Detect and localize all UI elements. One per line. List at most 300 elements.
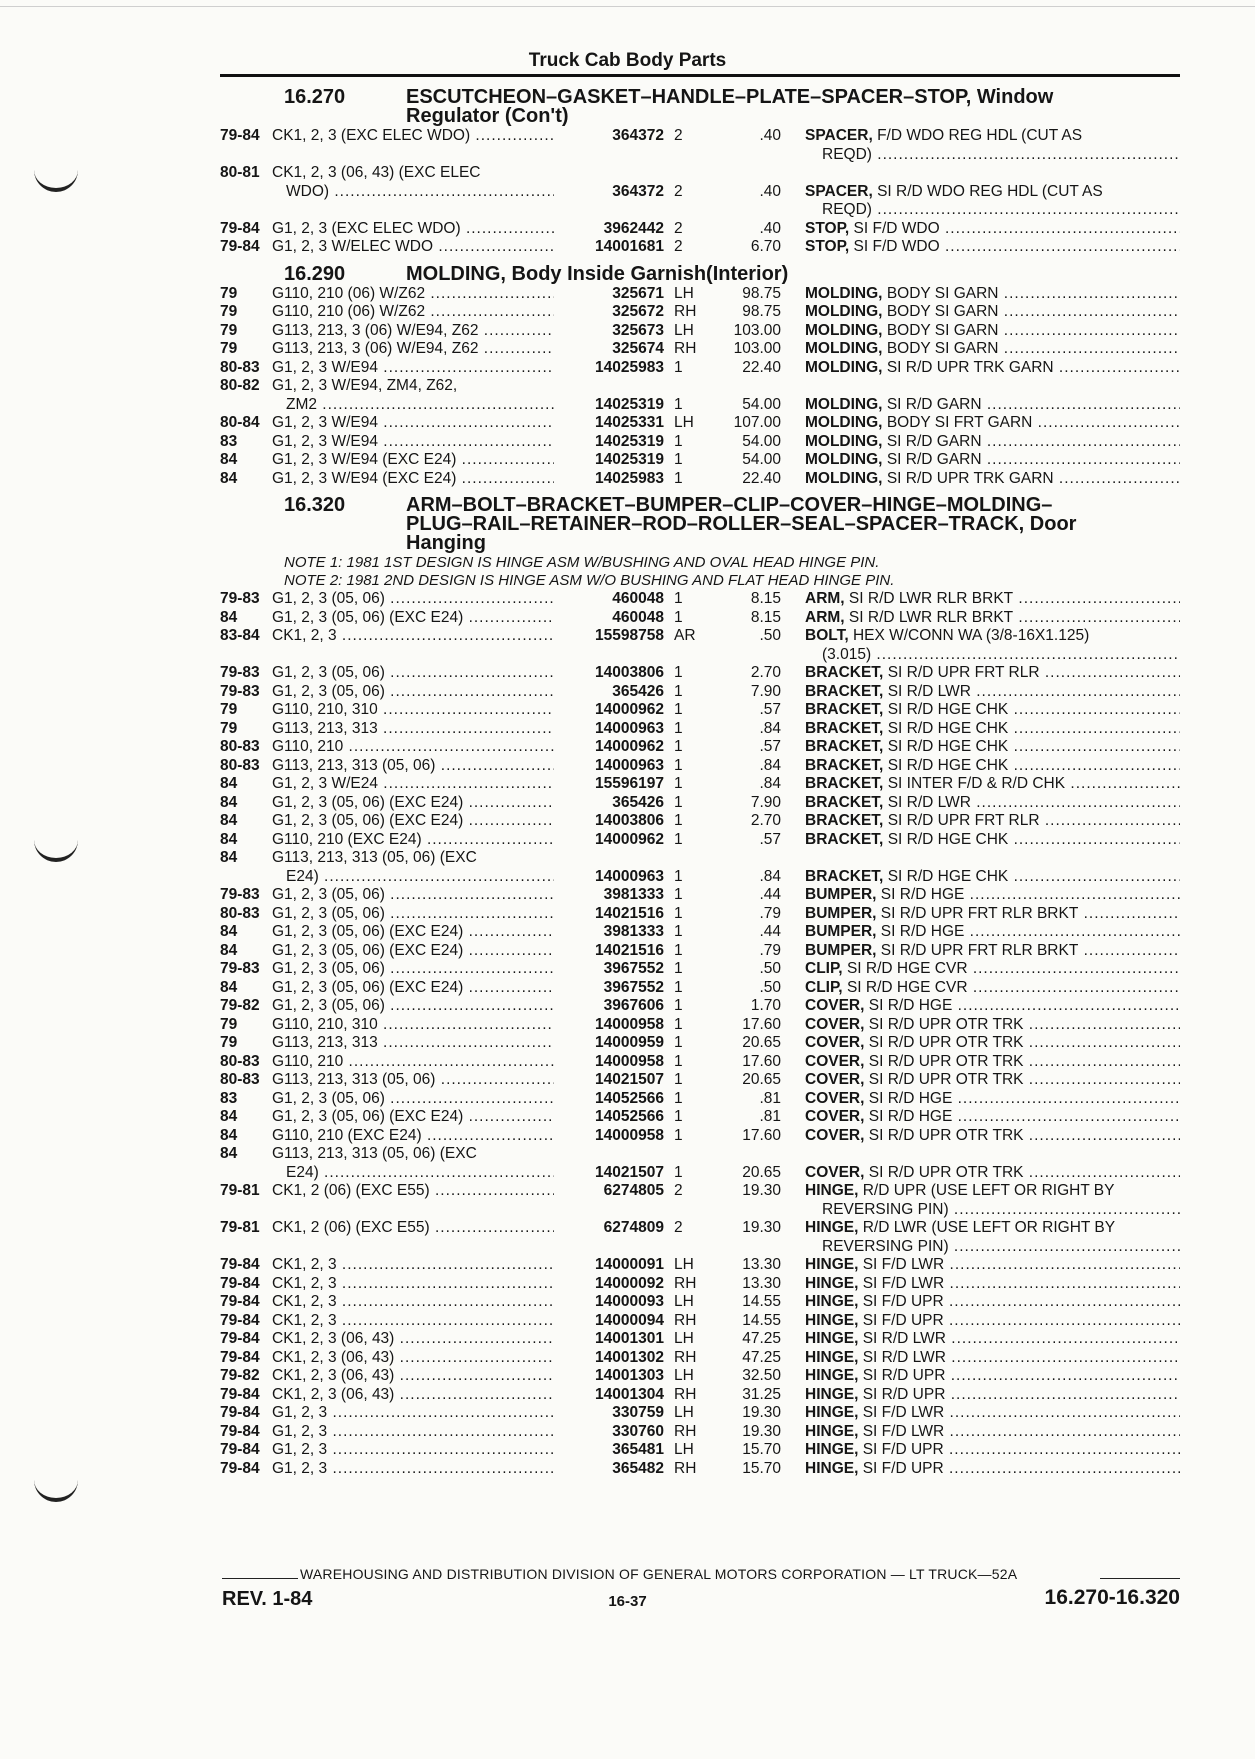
- price: .50: [759, 978, 781, 996]
- part-name: STOP,: [805, 219, 850, 237]
- description: [805, 905, 1180, 924]
- model-applicability: [272, 1090, 554, 1109]
- part-row: [220, 1256, 1180, 1275]
- quantity: 1: [674, 1034, 683, 1051]
- model-applicability: [272, 238, 554, 257]
- part-name: BOLT,: [805, 627, 849, 644]
- description: [805, 340, 1180, 359]
- model-text: CK1, 2, 3 (06, 43) .....: [272, 1330, 554, 1347]
- part-name: BUMPER,: [805, 886, 877, 903]
- model-year: 84: [220, 608, 238, 626]
- part-row: [220, 1386, 1180, 1405]
- price: .50: [759, 960, 781, 977]
- part-number-empty: [554, 164, 664, 183]
- model-year: 80-83: [220, 1052, 260, 1070]
- description: [805, 775, 1180, 794]
- part-description: SI F/D LWR .....: [863, 1275, 1180, 1292]
- price: 103.00: [733, 321, 781, 339]
- model-year: 79-84: [220, 1274, 260, 1292]
- part-row: [220, 590, 1180, 609]
- part-row: [220, 414, 1180, 433]
- part-name: BRACKET,: [805, 830, 884, 848]
- part-number-empty: [554, 1145, 664, 1164]
- model-text: G1, 2, 3 (05, 06) .....: [272, 590, 554, 607]
- description: [805, 1404, 1180, 1423]
- description: [805, 127, 1180, 146]
- section-heading: [220, 262, 1180, 285]
- part-row: [220, 340, 1180, 359]
- parts-listing: [220, 88, 1180, 1478]
- description-continued-text: REQD) .....: [822, 146, 1180, 163]
- quantity: 1: [674, 923, 683, 940]
- part-name: HINGE,: [805, 1274, 859, 1292]
- model-text: G1, 2, 3 .....: [272, 1460, 554, 1477]
- page-header: Truck Cab Body Parts: [528, 50, 727, 71]
- part-name: HINGE,: [805, 1293, 859, 1310]
- model-text: G1, 2, 3 W/E94, ZM4, Z62,: [272, 377, 458, 394]
- model-applicability: [272, 1053, 554, 1072]
- price: 103.00: [733, 340, 781, 357]
- part-description: R/D UPR (USE LEFT OR RIGHT BY: [862, 1182, 1115, 1199]
- model-applicability-continued: [272, 183, 554, 202]
- model-applicability: [272, 220, 554, 239]
- quantity: 2: [674, 1219, 683, 1236]
- part-row: [220, 1367, 1180, 1386]
- part-number: 14001303: [595, 1367, 664, 1384]
- model-applicability: [272, 127, 554, 146]
- part-name: BRACKET,: [805, 793, 884, 811]
- model-text: CK1, 2, 3 .....: [272, 1256, 554, 1273]
- part-row: [220, 1349, 1180, 1368]
- model-text: G113, 213, 313 .....: [272, 1034, 554, 1051]
- part-number: 14000963: [595, 756, 664, 774]
- part-row: [220, 1071, 1180, 1090]
- part-description: SI R/D UPR FRT RLR .....: [888, 664, 1180, 681]
- part-row: [220, 285, 1180, 304]
- part-number: 14000094: [595, 1311, 664, 1329]
- price: 19.30: [742, 1219, 781, 1236]
- model-text: CK1, 2, 3 (06, 43) .....: [272, 1367, 554, 1384]
- description: [805, 1423, 1180, 1442]
- model-text: G1, 2, 3 (05, 06) .....: [272, 997, 554, 1014]
- binder-hole-mark: [34, 168, 78, 192]
- model-text: G1, 2, 3 .....: [272, 1404, 554, 1421]
- model-year: 79: [220, 701, 238, 718]
- description: [805, 1164, 1180, 1183]
- model-year: 79: [220, 1034, 238, 1051]
- model-year: 83-84: [220, 627, 260, 644]
- description: [805, 1108, 1180, 1127]
- description: [805, 1312, 1180, 1331]
- model-year: 79-84: [220, 1348, 260, 1366]
- description: [805, 701, 1180, 720]
- model-year: 80-84: [220, 414, 260, 431]
- model-applicability: [272, 1256, 554, 1275]
- model-text: G1, 2, 3 (05, 06) (EXC E24) .....: [272, 942, 554, 959]
- price: 14.55: [742, 1293, 781, 1310]
- description: [805, 1275, 1180, 1294]
- description: [805, 738, 1180, 757]
- description: [805, 812, 1180, 831]
- part-row: [220, 451, 1180, 470]
- binder-hole-mark: [34, 1478, 78, 1502]
- model-year: 80-83: [220, 738, 260, 755]
- description: [805, 1182, 1180, 1201]
- section-title: ARM–BOLT–BRACKET–BUMPER–CLIP–COVER–HINGE–MOLDING– PLUG–RAIL–RETAINER–ROD–ROLLER–SEAL–SPACER–TRACK, Door Hanging: [406, 494, 1077, 554]
- price: .40: [759, 127, 781, 144]
- revision-label: REV. 1-84: [222, 1588, 313, 1610]
- model-applicability: [272, 1127, 554, 1146]
- part-description: BODY SI GARN .....: [887, 285, 1180, 302]
- part-row: [220, 164, 1180, 183]
- description: [805, 322, 1180, 341]
- model-applicability: [272, 1386, 554, 1405]
- part-description: BODY SI GARN .....: [887, 322, 1180, 339]
- model-applicability: [272, 359, 554, 378]
- part-number: 14001681: [595, 238, 664, 255]
- model-year: 84: [220, 1126, 238, 1144]
- description: [805, 1367, 1180, 1386]
- part-description: BODY SI GARN .....: [887, 340, 1180, 357]
- model-year: 80-81: [220, 164, 260, 181]
- part-row: [220, 849, 1180, 868]
- quantity-empty: [664, 1145, 711, 1164]
- model-text: CK1, 2 (06) (EXC E55) .....: [272, 1219, 554, 1236]
- price: 14.55: [742, 1311, 781, 1329]
- model-text: CK1, 2, 3 .....: [272, 1275, 554, 1292]
- model-applicability: [272, 664, 554, 683]
- part-number: 3967552: [603, 978, 664, 996]
- part-name: COVER,: [805, 1108, 865, 1125]
- part-number: 14000962: [595, 701, 664, 718]
- part-number: 460048: [612, 608, 664, 626]
- part-name: HINGE,: [805, 1404, 859, 1421]
- quantity: 2: [674, 1182, 683, 1199]
- quantity: RH: [674, 340, 697, 357]
- description: [805, 1293, 1180, 1312]
- model-year: 79-83: [220, 664, 260, 681]
- part-name: COVER,: [805, 1052, 865, 1070]
- model-applicability: [272, 738, 554, 757]
- model-applicability: [272, 303, 554, 322]
- price: .84: [759, 719, 781, 737]
- model-applicability: [272, 1034, 554, 1053]
- part-description: SI R/D HGE CHK .....: [888, 868, 1180, 885]
- part-number: 14003806: [595, 664, 664, 681]
- part-description: SI R/D HGE .....: [869, 1108, 1180, 1125]
- quantity: AR: [674, 627, 696, 644]
- model-year-empty: [220, 396, 272, 415]
- model-year: 84: [220, 469, 238, 487]
- price-empty: [711, 1145, 805, 1164]
- quantity: 2: [674, 127, 683, 144]
- price: 54.00: [742, 451, 781, 468]
- model-text: CK1, 2, 3 (06, 43) .....: [272, 1349, 554, 1366]
- description: [805, 1071, 1180, 1090]
- part-description: SI R/D UPR TRK GARN .....: [887, 470, 1180, 487]
- model-year: 79: [220, 303, 238, 320]
- model-text: G113, 213, 3 (06) W/E94, Z62 .....: [272, 340, 554, 357]
- model-year: 79: [220, 284, 238, 302]
- quantity: 1: [674, 664, 683, 681]
- model-year: 79-81: [220, 1182, 260, 1199]
- quantity: LH: [674, 1367, 694, 1384]
- price: .84: [759, 867, 781, 885]
- part-number: 14025319: [595, 432, 664, 450]
- price: .57: [759, 738, 781, 755]
- part-description: SI F/D WDO .....: [854, 238, 1180, 255]
- description: [805, 470, 1180, 489]
- part-name: COVER,: [805, 1126, 865, 1144]
- quantity: 2: [674, 182, 683, 200]
- price: 2.70: [750, 812, 781, 829]
- price: 7.90: [750, 793, 781, 811]
- part-number: 14000958: [595, 1015, 664, 1033]
- price: 2.70: [750, 664, 781, 681]
- part-name: MOLDING,: [805, 358, 883, 376]
- description-continued: [220, 146, 1180, 165]
- model-applicability: [272, 775, 554, 794]
- quantity: 1: [674, 960, 683, 977]
- model-text: G1, 2, 3 (05, 06) (EXC E24) .....: [272, 812, 554, 829]
- description: [805, 794, 1180, 813]
- part-name: SPACER,: [805, 182, 873, 200]
- description: [805, 451, 1180, 470]
- model-year: 79-84: [220, 238, 260, 255]
- description: [805, 359, 1180, 378]
- model-year-empty: [220, 868, 272, 887]
- part-name: HINGE,: [805, 1330, 859, 1347]
- part-row: [220, 1219, 1180, 1238]
- model-applicability: [272, 1071, 554, 1090]
- description: [805, 1349, 1180, 1368]
- price: 98.75: [742, 284, 781, 302]
- model-year: 79: [220, 340, 238, 357]
- quantity: 1: [674, 590, 683, 607]
- part-description: SI R/D LWR .....: [888, 794, 1180, 811]
- part-row: [220, 979, 1180, 998]
- model-year: 83: [220, 432, 238, 450]
- part-number-empty: [554, 849, 664, 868]
- quantity: RH: [674, 1348, 697, 1366]
- part-description: SI R/D HGE CVR .....: [847, 960, 1180, 977]
- model-text: G113, 213, 313 (05, 06) .....: [272, 1071, 554, 1088]
- description-continued: [220, 1201, 1180, 1220]
- quantity: 1: [674, 358, 683, 376]
- quantity: LH: [674, 284, 694, 302]
- description-continued: [220, 1238, 1180, 1257]
- quantity: 1: [674, 867, 683, 885]
- quantity-empty: [664, 164, 711, 183]
- model-year: 79-84: [220, 1256, 260, 1273]
- quantity: 1: [674, 1108, 683, 1125]
- part-description: SI R/D LWR RLR BRKT .....: [849, 590, 1180, 607]
- model-text: G113, 213, 313 (05, 06) (EXC: [272, 1145, 477, 1162]
- model-text: G113, 213, 313 (05, 06) .....: [272, 757, 554, 774]
- price: 54.00: [742, 432, 781, 450]
- part-number: 14001301: [595, 1330, 664, 1347]
- footer-rule-right: [1100, 1578, 1180, 1579]
- part-description: SI R/D UPR TRK GARN .....: [887, 359, 1180, 376]
- description: [805, 997, 1180, 1016]
- model-text: G1, 2, 3 (05, 06) (EXC E24) .....: [272, 923, 554, 940]
- part-name: BUMPER,: [805, 941, 877, 959]
- description: [805, 285, 1180, 304]
- part-description: SI F/D UPR .....: [863, 1460, 1180, 1477]
- model-year: 84: [220, 849, 238, 866]
- model-year: 80-83: [220, 756, 260, 774]
- quantity: 1: [674, 830, 683, 848]
- part-number: 325671: [612, 284, 664, 302]
- model-text: G110, 210 .....: [272, 1053, 554, 1070]
- part-description: SI R/D UPR OTR TRK .....: [869, 1164, 1180, 1181]
- part-row: [220, 322, 1180, 341]
- model-applicability: [272, 377, 554, 396]
- model-text: G110, 210 (06) W/Z62 .....: [272, 285, 554, 302]
- part-number: 3962442: [603, 219, 664, 237]
- part-name: COVER,: [805, 1071, 865, 1088]
- part-description: SI R/D LWR .....: [863, 1330, 1180, 1347]
- model-year: 84: [220, 830, 238, 848]
- model-applicability: [272, 997, 554, 1016]
- model-text: G110, 210, 310 .....: [272, 1016, 554, 1033]
- part-name: BRACKET,: [805, 719, 884, 737]
- model-text: CK1, 2, 3 .....: [272, 627, 554, 644]
- price: .84: [759, 756, 781, 774]
- part-number: 460048: [612, 590, 664, 607]
- part-row: [220, 1016, 1180, 1035]
- part-number: 14052566: [595, 1089, 664, 1107]
- quantity: 1: [674, 432, 683, 450]
- part-description: SI R/D GARN .....: [887, 433, 1180, 450]
- description: [805, 1256, 1180, 1275]
- model-year: 80-83: [220, 358, 260, 376]
- price: 15.70: [742, 1459, 781, 1477]
- part-row: [220, 1127, 1180, 1146]
- description: [805, 683, 1180, 702]
- quantity: 1: [674, 997, 683, 1014]
- section-heading: [220, 496, 1180, 553]
- model-year: 79-84: [220, 1385, 260, 1403]
- price: 47.25: [742, 1348, 781, 1366]
- model-year: 84: [220, 941, 238, 959]
- part-name: ARM,: [805, 608, 845, 626]
- description: [805, 1460, 1180, 1479]
- section-note: NOTE 1: 1981 1ST DESIGN IS HINGE ASM W/BUSHING AND OVAL HEAD HINGE PIN.: [284, 554, 880, 571]
- price: 22.40: [742, 358, 781, 376]
- part-name: HINGE,: [805, 1311, 859, 1329]
- part-name: HINGE,: [805, 1182, 859, 1199]
- part-number: 3981333: [603, 886, 664, 903]
- part-description: SI R/D GARN .....: [887, 451, 1180, 468]
- part-description: SI R/D UPR .....: [863, 1367, 1180, 1384]
- quantity: 1: [674, 701, 683, 718]
- price: .44: [759, 923, 781, 940]
- model-text: G1, 2, 3 (05, 06) (EXC E24) .....: [272, 794, 554, 811]
- description-empty: [805, 377, 1180, 396]
- description: [805, 433, 1180, 452]
- part-number: 14000962: [595, 738, 664, 755]
- part-description: SI R/D HGE CHK .....: [888, 720, 1180, 737]
- model-year: 79-84: [220, 1404, 260, 1421]
- part-number: 14000962: [595, 830, 664, 848]
- model-applicability: [272, 812, 554, 831]
- part-number: 325673: [612, 321, 664, 339]
- model-year: 84: [220, 451, 238, 468]
- description: [805, 757, 1180, 776]
- section-title: ESCUTCHEON–GASKET–HANDLE–PLATE–SPACER–STOP, Window Regulator (Con't): [406, 86, 1054, 127]
- quantity: 1: [674, 1126, 683, 1144]
- part-row: [220, 942, 1180, 961]
- part-number-empty: [554, 377, 664, 396]
- model-text: CK1, 2, 3 .....: [272, 1293, 554, 1310]
- description: [805, 1034, 1180, 1053]
- part-row: [220, 1423, 1180, 1442]
- part-description: SI R/D UPR OTR TRK .....: [869, 1127, 1180, 1144]
- part-name: SPACER,: [805, 127, 873, 144]
- part-name: ARM,: [805, 590, 845, 607]
- model-applicability: [272, 340, 554, 359]
- price: 15.70: [742, 1441, 781, 1458]
- price-empty: [711, 849, 805, 868]
- part-name: STOP,: [805, 238, 850, 255]
- description: [805, 1053, 1180, 1072]
- part-description: SI F/D LWR .....: [863, 1404, 1180, 1421]
- model-text: G1, 2, 3 (05, 06) (EXC E24) .....: [272, 1108, 554, 1125]
- part-description: SI R/D LWR RLR BRKT .....: [849, 609, 1180, 626]
- price: 22.40: [742, 469, 781, 487]
- model-applicability: [272, 1108, 554, 1127]
- part-description: SI R/D WDO REG HDL (CUT AS: [877, 182, 1103, 200]
- model-applicability: [272, 1404, 554, 1423]
- price: 19.30: [742, 1404, 781, 1421]
- model-applicability-continued: [272, 868, 554, 887]
- part-description: SI R/D UPR FRT RLR .....: [888, 812, 1180, 829]
- quantity: RH: [674, 1459, 697, 1477]
- description: [805, 1219, 1180, 1238]
- part-row-continued: [220, 1164, 1180, 1183]
- part-name: CLIP,: [805, 978, 843, 996]
- quantity: RH: [674, 1311, 697, 1329]
- model-year: 79-82: [220, 1367, 260, 1384]
- part-row: [220, 609, 1180, 628]
- part-description: SI R/D HGE CHK .....: [888, 701, 1180, 718]
- quantity: 1: [674, 904, 683, 922]
- model-year: 80-83: [220, 1071, 260, 1088]
- price: 17.60: [742, 1126, 781, 1144]
- model-applicability: [272, 905, 554, 924]
- model-applicability: [272, 1312, 554, 1331]
- price: .40: [759, 182, 781, 200]
- price: 19.30: [742, 1422, 781, 1440]
- part-number: 14000963: [595, 867, 664, 885]
- description: [805, 886, 1180, 905]
- part-row: [220, 664, 1180, 683]
- description: [805, 609, 1180, 628]
- description: [805, 979, 1180, 998]
- model-applicability: [272, 1367, 554, 1386]
- description: [805, 1386, 1180, 1405]
- part-description: SI R/D HGE .....: [881, 923, 1180, 940]
- part-row: [220, 1034, 1180, 1053]
- part-number: 14000092: [595, 1274, 664, 1292]
- model-applicability: [272, 1275, 554, 1294]
- model-text: G113, 213, 313 (05, 06) (EXC: [272, 849, 477, 866]
- description-continued-text: REVERSING PIN) .....: [822, 1201, 1180, 1218]
- quantity: 1: [674, 395, 683, 413]
- price: .40: [759, 219, 781, 237]
- binder-hole-mark: [34, 838, 78, 862]
